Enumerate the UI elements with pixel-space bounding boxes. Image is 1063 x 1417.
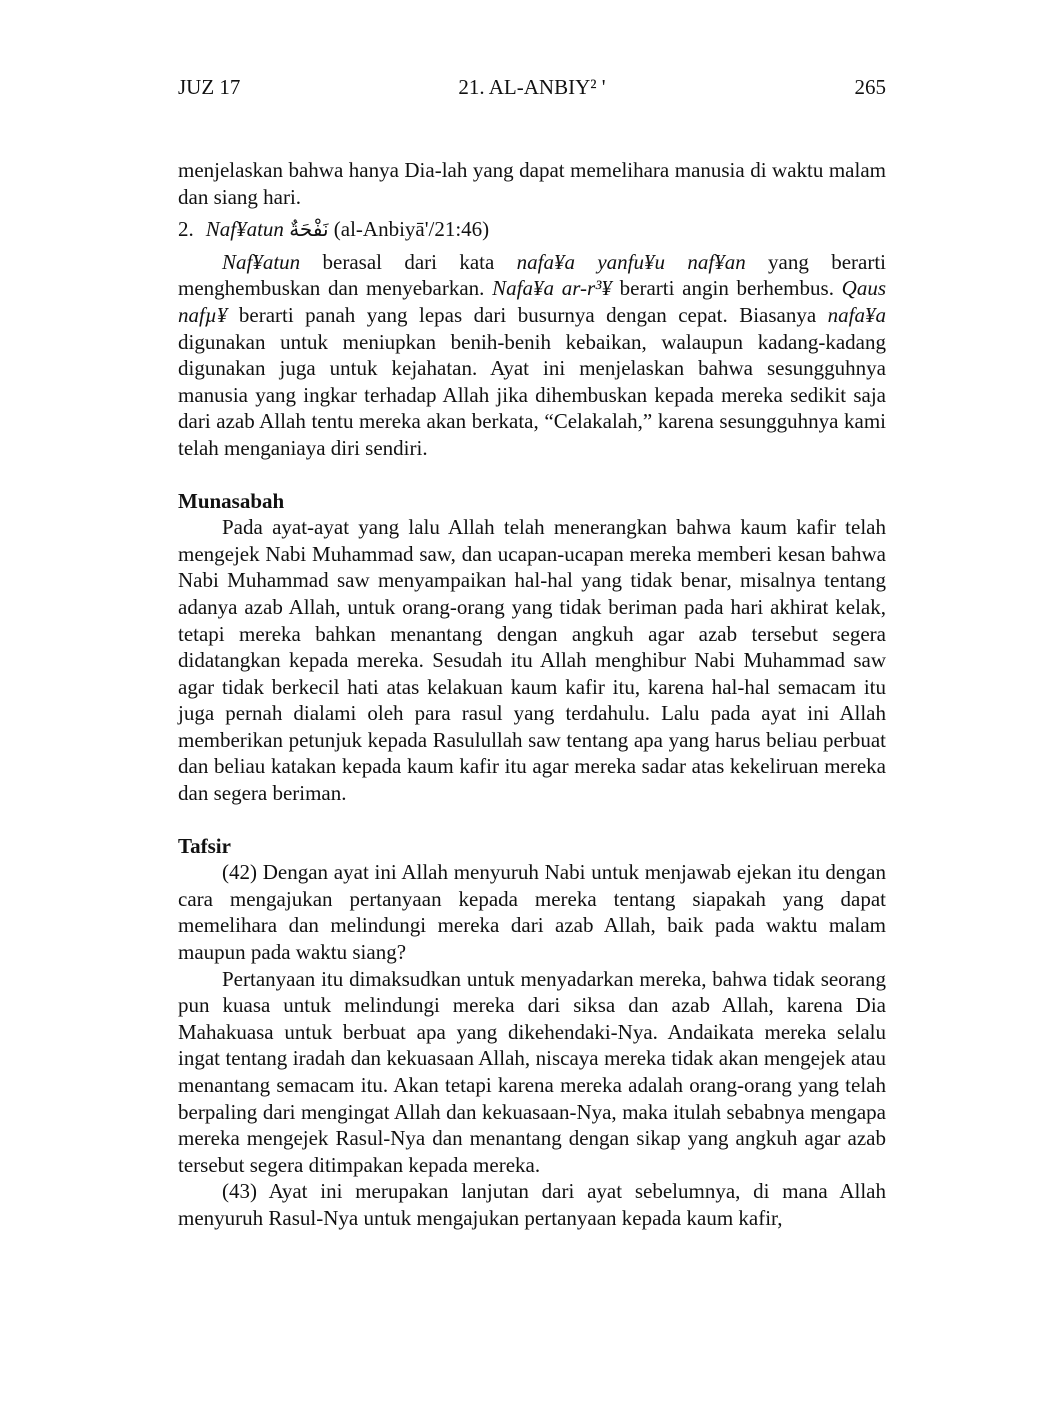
section-gap [178,807,886,833]
section-gap [178,462,886,488]
term-qaus-nafuh: Qaus nafµ¥ [178,276,886,327]
tafsir-verse-42-continued: Pertanyaan itu dimaksudkan untuk menyadarkan mereka, bahwa tidak seorang pun kuasa untuk melindungi mereka dari siksa dan azab Allah, karena Dia Mahakuasa untuk berbuat apa yang dikehendaki-Nya. Andaikata mereka selalu ingat tentang iradah dan kekuasaan Allah, niscaya mereka tidak akan mengejek atau menantang semacam itu. Akan tetapi karena mereka adalah orang-orang yang telah berpaling dari mengingat Allah dan kekuasaan-Nya, maka itulah sebabnya mengapa mereka mengejek Rasul-Nya dan menantang dengan sikap yang angkuh agar azab tersebut segera ditimpakan kepada mereka. [178,966,886,1177]
munasabah-heading: Munasabah [178,488,285,513]
tafsir-verse-43: (43) Ayat ini merupakan lanjutan dari ayat sebelumnya, di mana Allah menyuruh Rasul-Nya untuk mengajukan pertanyaan kepada kaum kafir, [178,1179,886,1230]
item-term: Naf¥atun [205,217,284,242]
term-root: nafa¥a yanfu¥u naf¥an [516,249,746,274]
juz-label: JUZ 17 [178,75,241,99]
term-nafaha: nafa¥a [827,302,886,327]
term-nafhatun: Naf¥atun [222,249,301,274]
page-body [178,157,886,1232]
item-number: 2. [178,217,194,242]
term-nafaha-ar-rih: Nafa¥a ar-r³¥ [492,276,612,301]
nafhatun-explanation: Naf¥atun berasal dari kata nafa¥a yanfu¥u naf¥an yang berarti menghembuskan dan menyebarkan. Nafa¥a ar-r³¥ berarti angin berhembus. Qaus nafµ¥ berarti panah yang lepas dari busurnya dengan cepat. Biasanya nafa¥a digunakan untuk meniupkan benih-benih kebaikan, walaupun kadang-kadang digunakan juga untuk kejahatan. Ayat ini menjelaskan bahwa sesungguhnya manusia yang ingkar terhadap Allah jika dihembuskan kepada mereka sedikit saja dari azab Allah tentu mereka akan berkata, “Celakalah,” karena sesungguhnya kami telah menganiaya diri sendiri. [178,249,886,460]
tafsir-verse-42: (42) Dengan ayat ini Allah menyuruh Nabi untuk menjawab ejekan itu dengan cara mengajukan pertanyaan kepada mereka tentang siapakah yang dapat memelihara dan melindungi mereka dari azab Allah, baik pada waktu malam maupun pada waktu siang? [178,860,886,965]
intro-paragraph: menjelaskan bahwa hanya Dia-lah yang dapat memelihara manusia di waktu malam dan siang hari. [178,158,886,209]
page-number: 265 [854,75,886,99]
arabic-word: نَفْحَةٌ [289,217,329,242]
running-header [178,72,886,102]
surah-title: 21. AL-ANBIY² ' [458,75,606,99]
vocab-item-2 [178,216,886,243]
tafsir-heading: Tafsir [178,833,231,858]
munasabah-paragraph: Pada ayat-ayat yang lalu Allah telah menerangkan bahwa kaum kafir telah mengejek Nabi Muhammad saw, dan ucapan-ucapan mereka memberi kesan bahwa Nabi Muhammad saw menyampaikan hal-hal yang tidak benar, misalnya tentang adanya azab Allah, untuk orang-orang yang tidak beriman pada hari akhirat kelak, tetapi mereka bahkan menantang dengan angkuh agar azab tersebut segera didatangkan kepada mereka. Sesudah itu Allah menghibur Nabi Muhammad saw agar tidak berkecil hati atas kelakuan kaum kafir itu, karena hal-hal semacam itu juga pernah dialami oleh para rasul yang terdahulu. Lalu pada ayat ini Allah memberikan petunjuk kepada Rasulullah saw tentang apa yang harus beliau perbuat dan beliau katakan kepada kaum kafir itu agar mereka sadar atas kekeliruan mereka dan segera beriman. [178,515,886,806]
item-reference: (al-Anbiyā'/21:46) [333,217,490,242]
